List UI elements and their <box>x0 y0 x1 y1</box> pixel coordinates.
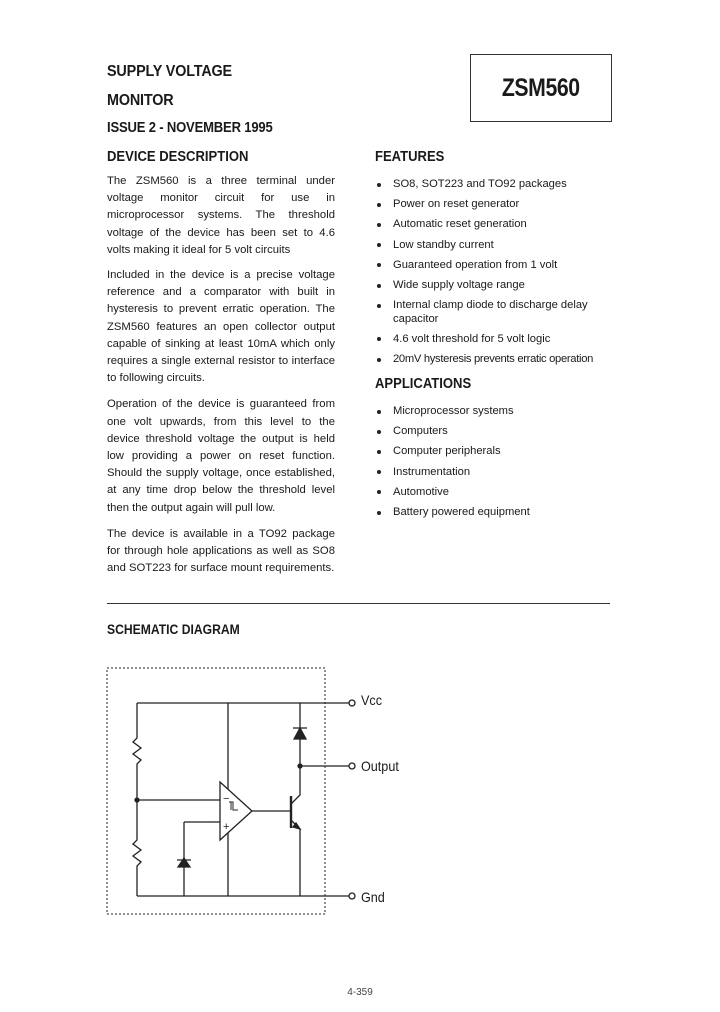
device-description-body <box>107 173 335 586</box>
application-item: Battery powered equipment <box>374 506 624 519</box>
transistor-collector <box>291 703 300 804</box>
feature-item: SO8, SOT223 and TO92 packages <box>374 178 624 191</box>
issue-date: ISSUE 2 - NOVEMBER 1995 <box>107 120 273 136</box>
vcc-label: Vcc <box>361 692 383 708</box>
feature-item: 4.6 volt threshold for 5 volt logic <box>374 333 624 346</box>
application-item: Computers <box>374 425 624 438</box>
features-heading: FEATURES <box>375 149 445 165</box>
opamp-plus-label: + <box>223 821 230 833</box>
description-paragraph: The ZSM560 is a three terminal under voltage monitor circuit for use in microprocessor systems. The threshold voltage of the device has been set to 4.6 volts making it ideal for 5 volt circuits <box>107 175 335 256</box>
transistor-emitter <box>291 820 300 896</box>
schematic-heading: SCHEMATIC DIAGRAM <box>107 622 240 637</box>
application-item: Microprocessor systems <box>374 405 624 418</box>
opamp-minus-label: − <box>223 793 230 805</box>
feature-item: 20mV hysteresis prevents erratic operation <box>374 353 624 366</box>
gnd-label: Gnd <box>361 889 385 905</box>
feature-item: Wide supply voltage range <box>374 279 624 292</box>
application-item: Computer peripherals <box>374 445 624 458</box>
feature-item: Guaranteed operation from 1 volt <box>374 259 624 272</box>
title-line-2: MONITOR <box>107 92 174 109</box>
clamp-diode-icon <box>293 728 307 739</box>
device-description-heading: DEVICE DESCRIPTION <box>107 149 249 165</box>
application-item: Automotive <box>374 486 624 499</box>
output-node <box>298 764 302 768</box>
features-list <box>374 178 624 373</box>
reference-diode-icon <box>177 858 191 867</box>
vcc-terminal <box>349 700 355 706</box>
feature-item: Automatic reset generation <box>374 218 624 231</box>
section-divider <box>107 603 610 604</box>
feature-item: Power on reset generator <box>374 198 624 211</box>
gnd-terminal <box>349 893 355 899</box>
output-terminal <box>349 763 355 769</box>
applications-list <box>374 405 624 526</box>
description-paragraph: Operation of the device is guaranteed from one volt upwards, from this level to the device threshold voltage the output is held low providing a power on reset function. Should the supply voltage, once established, at any time drop below the threshold level then the output again will pull low. <box>107 398 335 514</box>
application-item: Instrumentation <box>374 466 624 479</box>
part-number-box <box>470 54 612 122</box>
page-number: 4-359 <box>347 987 373 998</box>
part-number: ZSM560 <box>502 73 580 102</box>
feature-item: Internal clamp diode to discharge delay capacitor <box>374 299 588 326</box>
description-paragraph: Included in the device is a precise voltage reference and a comparator with built in hysteresis to prevent erratic operation. The ZSM560 features an open collector output capable of sinking at least 10mA which only requires a single external resistor to interface to following circuits. <box>107 269 335 385</box>
feature-item: Low standby current <box>374 239 624 252</box>
description-paragraph: The device is available in a TO92 package for through hole applications as well as SO8 and SOT223 for surface mount requirements. <box>107 527 335 575</box>
title-line-1: SUPPLY VOLTAGE <box>107 63 232 80</box>
package-outline <box>107 668 325 914</box>
applications-heading: APPLICATIONS <box>375 376 472 392</box>
output-label: Output <box>361 758 399 774</box>
